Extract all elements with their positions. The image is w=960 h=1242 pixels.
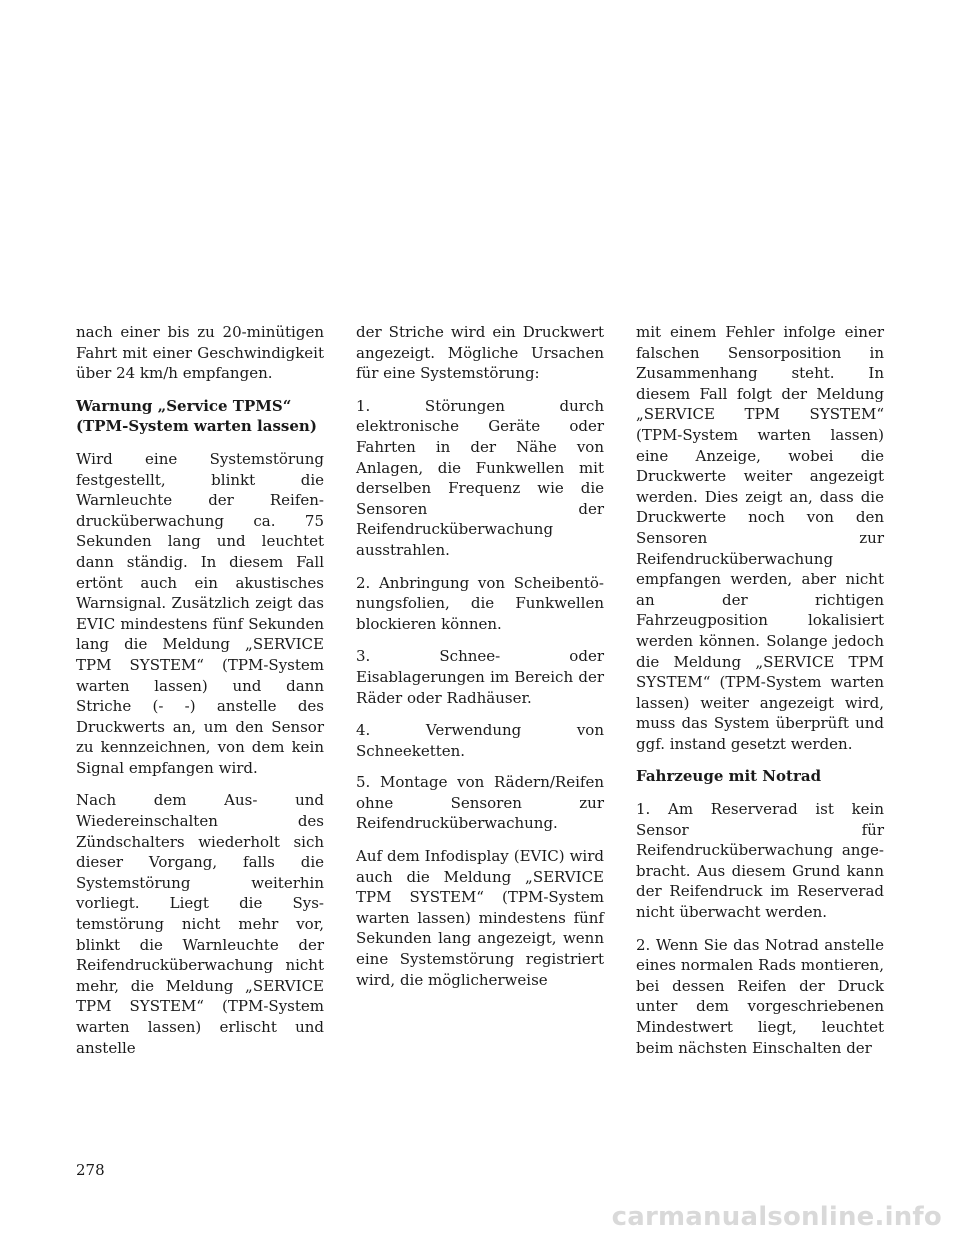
list-item: 1. Störungen durch elektronische Geräte oder Fahrten in der Nähe von Anlagen, die Funkwellen mit derselben Frequenz wie die Sensoren der Reifendrucküberwachung ausstrahlen. xyxy=(356,396,604,559)
paragraph: Nach dem Aus- und Wiedereinschalten des Zündschalters wiederholt sich dieser Vorgang, falls die Systemstörung weiterhin vorliegt. Liegt die Systemstörung nicht mehr vor, blinkt die Warnleuchte der Reifendrucküberwachung nicht mehr, die Meldung „SERVICE TPM SYSTEM“ (TPM-System warten lassen) erlischt und anstelle xyxy=(76,791,324,1057)
text-column-3 xyxy=(636,322,884,1070)
list-item: 3. Schnee- oder Eisablagerungen im Bereich der Räder oder Radhäuser. xyxy=(356,647,604,707)
section-heading-notrad: Fahrzeuge mit Notrad xyxy=(636,767,822,786)
list-item: 2. Wenn Sie das Notrad anstelle eines normalen Rads montieren, bei dessen Reifen der Druck unter dem vorgeschriebenen Mindestwert liegt, leuchtet beim nächsten Einschalten der xyxy=(636,935,884,1057)
paragraph: mit einem Fehler infolge einer falschen Sensorposition in Zusammenhang steht. In diesem Fall folgt der Meldung „SERVICE TPM SYSTEM“ (TPM-System warten lassen) eine Anzeige, wobei die Druckwerte weiter angezeigt werden. Dies zeigt an, dass die Druckwerte noch von den Sensoren zur Reifendrucküberwachung empfangen werden, aber nicht an der richtigen Fahrzeugposition lokalisiert werden können. Solange jedoch die Meldung „SERVICE TPM SYSTEM“ (TPM-System warten lassen) weiter angezeigt wird, muss das System überprüft und ggf. instand gesetzt werden. xyxy=(636,323,884,753)
list-item: 2. Anbringung von Scheibentönungsfolien, die Funkwellen blockieren können. xyxy=(356,573,604,633)
list-item: 5. Montage von Rädern/Reifen ohne Sensoren zur Reifendrucküberwachung. xyxy=(356,773,604,833)
paragraph: Auf dem Infodisplay (EVIC) wird auch die Meldung „SERVICE TPM SYSTEM“ (TPM-System warten lassen) mindestens fünf Sekunden lang angezeigt, wenn eine Systemstörung registriert wird, die möglicherweise xyxy=(356,847,604,989)
list-item: 1. Am Reserverad ist kein Sensor für Reifendrucküberwachung angebracht. Aus diesem Grund kann der Reifendruck im Reserverad nicht überwacht werden. xyxy=(636,800,884,922)
list-item: 4. Verwendung von Schneeketten. xyxy=(356,721,604,760)
watermark: carmanualsonline.info xyxy=(611,1202,942,1232)
paragraph: der Striche wird ein Druckwert angezeigt. Mögliche Ursachen für eine Systemstörung: xyxy=(356,323,604,383)
paragraph: Wird eine Systemstörung festgestellt, blinkt die Warnleuchte der Reifendrucküberwachung ca. 75 Sekunden lang und leuchtet dann ständig. In diesem Fall ertönt auch ein akustisches Warnsignal. Zusätzlich zeigt das EVIC mindestens fünf Sekunden lang die Meldung „SERVICE TPM SYSTEM“ (TPM-System warten lassen) und dann Striche (- -) anstelle des Druckwerts an, um den Sensor zu kennzeichnen, von dem kein Signal empfangen wird. xyxy=(76,449,324,777)
text-column-2 xyxy=(356,322,604,1002)
text-column-1 xyxy=(76,322,324,1070)
paragraph: nach einer bis zu 20-minütigen Fahrt mit einer Geschwindigkeit über 24 km/h empfangen. xyxy=(76,323,324,383)
page-number: 278 xyxy=(76,1161,105,1179)
section-heading-service-tpms: Warnung „Service TPMS“ (TPM-System warten lassen) xyxy=(76,396,317,436)
